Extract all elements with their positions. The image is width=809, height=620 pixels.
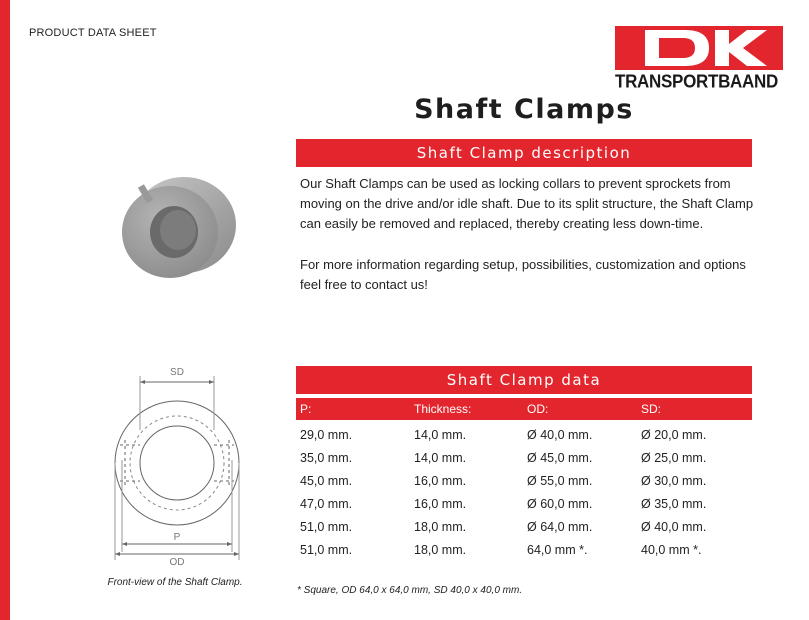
column-header-od: OD:	[527, 402, 549, 416]
cell-sd: Ø 20,0 mm.	[641, 428, 707, 442]
column-header-sd: SD:	[641, 402, 662, 416]
table-row	[296, 424, 752, 447]
document-type-label: PRODUCT DATA SHEET	[29, 27, 157, 39]
cell-od: Ø 55,0 mm.	[527, 474, 593, 488]
description-paragraph-2: For more information regarding setup, possibilities, customization and options feel free to contact us!	[300, 257, 746, 292]
cell-sd: Ø 30,0 mm.	[641, 474, 707, 488]
cell-od: Ø 64,0 mm.	[527, 520, 593, 534]
description-heading: Shaft Clamp description	[296, 139, 752, 167]
page-title: Shaft Clamps	[414, 94, 634, 125]
cell-thickness: 14,0 mm.	[414, 428, 467, 442]
brand-logo	[615, 26, 783, 90]
sd-dimension-label: SD	[170, 367, 184, 378]
cell-od: 64,0 mm *.	[527, 543, 588, 557]
cell-thickness: 14,0 mm.	[414, 451, 467, 465]
cell-p: 35,0 mm.	[300, 451, 353, 465]
table-row	[296, 516, 752, 539]
cell-thickness: 18,0 mm.	[414, 543, 467, 557]
dk-logo-mark	[615, 26, 783, 70]
table-row	[296, 447, 752, 470]
p-dimension-label: P	[173, 532, 181, 543]
data-heading: Shaft Clamp data	[296, 366, 752, 394]
table-header	[296, 398, 752, 420]
cell-thickness: 16,0 mm.	[414, 497, 467, 511]
cell-od: Ø 45,0 mm.	[527, 451, 593, 465]
cell-p: 51,0 mm.	[300, 520, 353, 534]
table-footnote: * Square, OD 64,0 x 64,0 mm, SD 40,0 x 40,0 mm.	[297, 585, 523, 596]
shaft-clamp-product-image	[112, 170, 242, 285]
cell-sd: Ø 35,0 mm.	[641, 497, 707, 511]
description-paragraph-1: Our Shaft Clamps can be used as locking collars to prevent sprockets from moving on the drive and/or idle shaft. Due to its split structure, the Shaft Clamp can easily be removed and replaced, thereby creating less down-time.	[300, 176, 754, 231]
table-row	[296, 470, 752, 493]
drawing-caption: Front-view of the Shaft Clamp.	[107, 577, 243, 588]
front-view-drawing	[100, 360, 255, 570]
table-row	[296, 539, 752, 562]
cell-od: Ø 60,0 mm.	[527, 497, 593, 511]
cell-sd: Ø 40,0 mm.	[641, 520, 707, 534]
table-row	[296, 493, 752, 516]
cell-sd: 40,0 mm *.	[641, 543, 702, 557]
cell-p: 29,0 mm.	[300, 428, 353, 442]
cell-p: 45,0 mm.	[300, 474, 353, 488]
cell-p: 51,0 mm.	[300, 543, 353, 557]
cell-thickness: 16,0 mm.	[414, 474, 467, 488]
od-dimension-label: OD	[169, 557, 185, 568]
cell-p: 47,0 mm.	[300, 497, 353, 511]
left-accent-bar	[0, 0, 10, 620]
cell-od: Ø 40,0 mm.	[527, 428, 593, 442]
cell-thickness: 18,0 mm.	[414, 520, 467, 534]
column-header-thickness: Thickness:	[414, 402, 472, 416]
column-header-p: P:	[300, 402, 312, 416]
brand-name: TRANSPORTBAAND	[615, 71, 778, 92]
cell-sd: Ø 25,0 mm.	[641, 451, 707, 465]
